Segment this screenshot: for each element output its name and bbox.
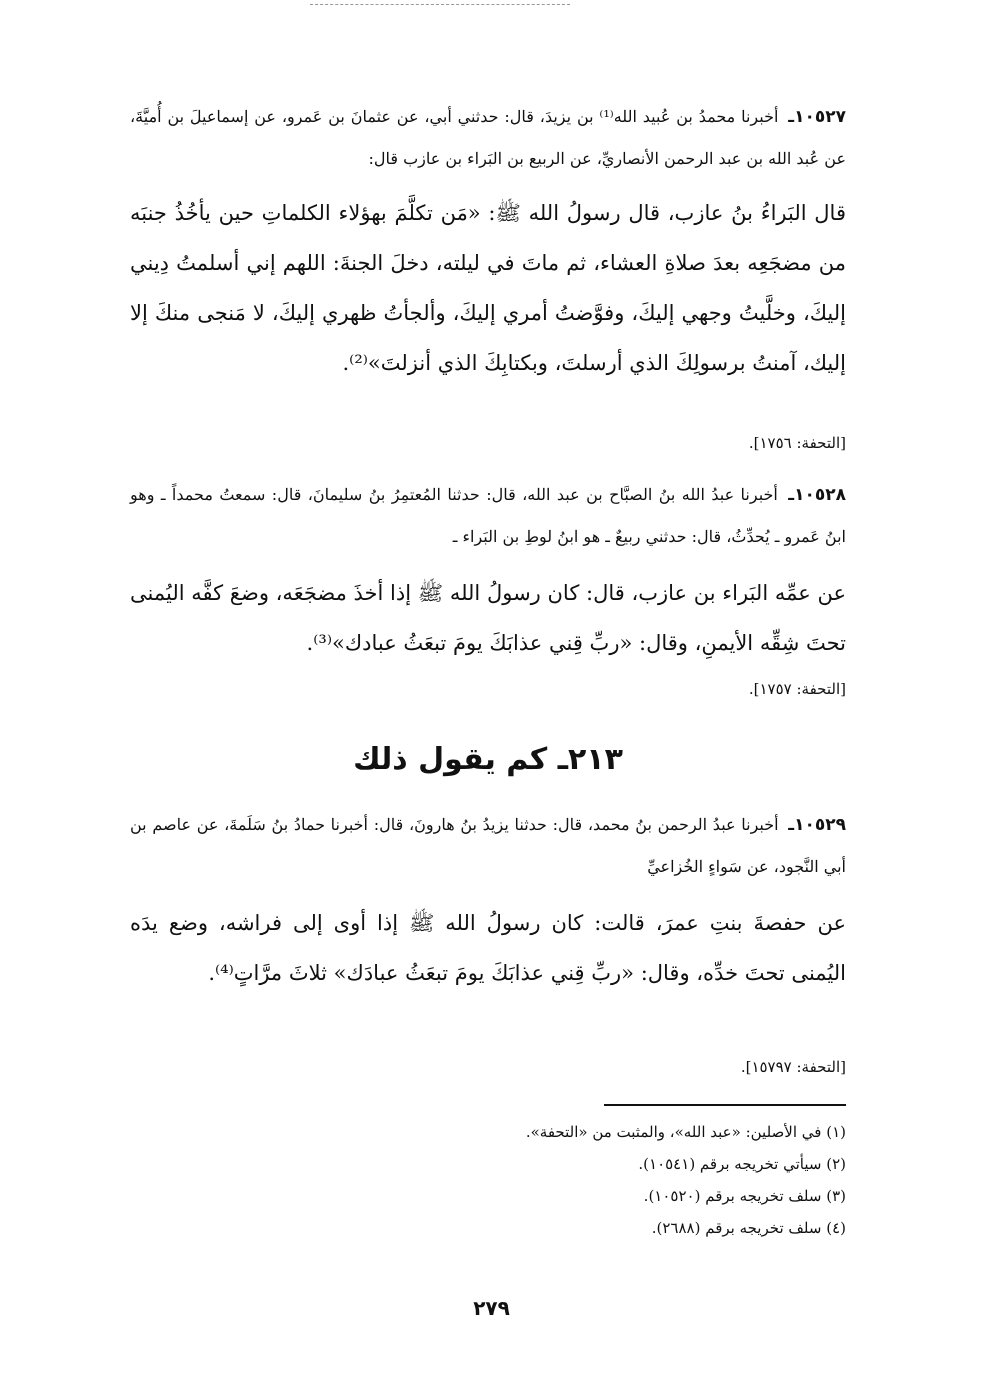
isnad-text: أخبرنا عبدُ الله بنُ الصبَّاح بن عبد الله، قال: حدثنا المُعتمِرُ بنُ سليمانَ، قال: سمعتُ محمداً ـ وهو ابنُ عَمرو ـ يُحدِّثُ، قال: حدثني ربيعٌ ـ هو ابنُ لوطِ بن البَراء ـ	[130, 485, 846, 546]
hadith-10528-matn: عن عمِّه البَراء بن عازب، قال: كان رسولُ الله ﷺ إذا أخذَ مضجَعَه، وضعَ كفَّه اليُمنى تحتَ شِقِّه الأيمنِ، وقال: «ربِّ قِني عذابَكَ يومَ تبعَثُ عبادك»⁽³⁾.	[130, 581, 846, 655]
hadith-10529-isnad	[130, 804, 846, 888]
hadith-number: ١٠٥٢٨ـ	[788, 485, 846, 505]
footnotes	[430, 1116, 846, 1244]
hadith-10527-isnad	[130, 96, 846, 180]
hadith-10527-tuhfa: [التحفة: ١٧٥٦].	[748, 434, 846, 452]
hadith-10528-tuhfa: [التحفة: ١٧٥٧].	[748, 680, 846, 698]
top-rule	[310, 4, 570, 5]
hadith-10528-isnad	[130, 474, 846, 558]
hadith-10529-matn: عن حفصةَ بنتِ عمرَ، قالت: كان رسولُ الله ﷺ إذا أوى إلى فراشه، وضع يدَه اليُمنى تحتَ خدِّه، وقال: «ربِّ قِني عذابَكَ يومَ تبعَثُ عبادَك» ثلاثَ مرَّاتٍ⁽⁴⁾.	[130, 911, 846, 985]
footnote-4: (٤) سلف تخريجه برقم (٢٦٨٨).	[651, 1219, 846, 1237]
hadith-10527-matn: قال البَراءُ بنُ عازب، قال رسولُ الله ﷺ: «مَن تكلَّمَ بهؤلاء الكلماتِ حين يأخُذُ جنبَه من مضجَعِه بعدَ صلاةِ العشاء، ثم ماتَ في ليلته، دخلَ الجنةَ: اللهم إني أسلمتُ دِيني إليكَ، وخلَّيتُ وجهي إليكَ، وفوَّضتُ أمري إليكَ، وألجأتُ ظهري إليكَ، لا مَنجى منكَ إلا إليك، آمنتُ برسولِكَ الذي أرسلتَ، وبكتابِكَ الذي أنزلتَ»⁽²⁾.	[130, 201, 846, 375]
hadith-number: ١٠٥٢٩ـ	[788, 815, 846, 835]
isnad-text: أخبرنا محمدُ بن عُبيد الله⁽¹⁾ بن يزيدَ، قال: حدثني أبي، عن عثمانَ بن عَمرو، عن إسماعيلَ بن أُميَّةَ، عن عُبد الله بن عبد الرحمن الأنصاريِّ، عن الربيع بن البَراء بن عازب قال:	[130, 107, 846, 168]
footnote-2: (٢) سيأتي تخريجه برقم (١٠٥٤١).	[638, 1155, 846, 1173]
footnote-1: (١) في الأصلين: «عبد الله»، والمثبت من «التحفة».	[525, 1123, 846, 1141]
hadith-10529-tuhfa: [التحفة: ١٥٧٩٧].	[740, 1058, 846, 1076]
footnote-rule	[604, 1104, 846, 1106]
hadith-number: ١٠٥٢٧ـ	[788, 107, 846, 127]
chapter-title: ٢١٣ـ كم يقول ذلك	[353, 742, 623, 777]
isnad-text: أخبرنا عبدُ الرحمن بنُ محمد، قال: حدثنا يزيدُ بنُ هارونَ، قال: أخبرنا حمادُ بنُ سَلَمةَ، عن عاصم بن أبي النَّجود، عن سَواءٍ الخُزاعيِّ	[130, 815, 846, 876]
page-number: ٢٧٩	[473, 1296, 510, 1320]
footnote-3: (٣) سلف تخريجه برقم (١٠٥٢٠).	[643, 1187, 846, 1205]
